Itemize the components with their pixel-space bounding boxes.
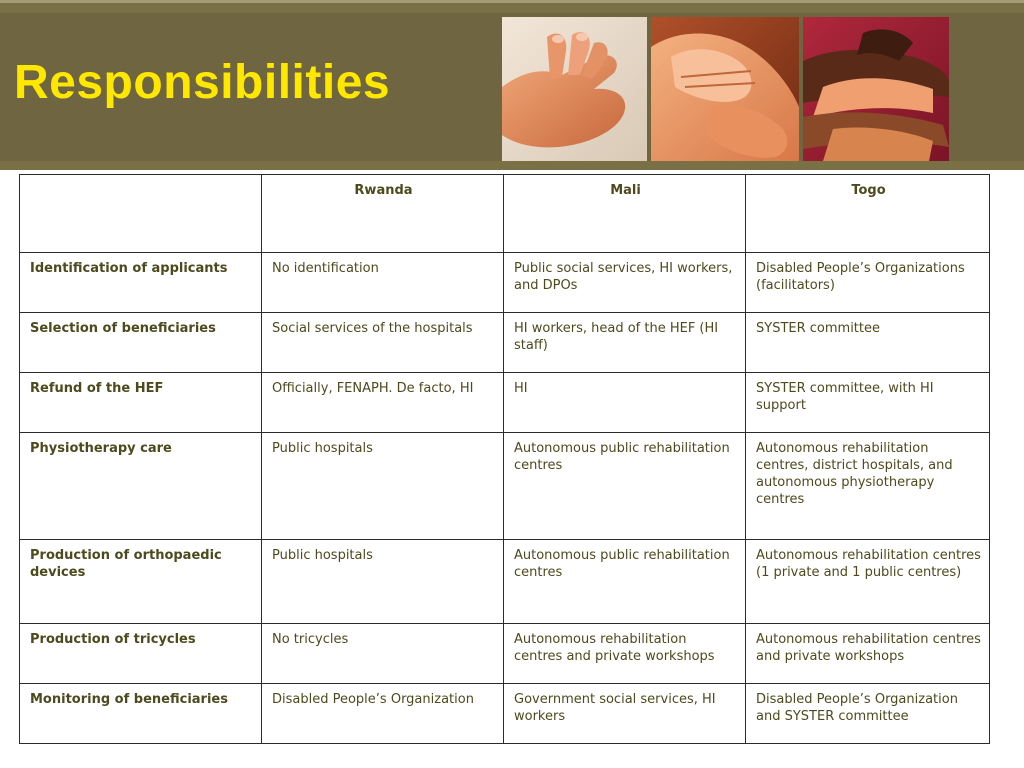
table-cell: Autonomous rehabilitation centres and private workshops	[746, 624, 990, 684]
table-cell: Public social services, HI workers, and DPOs	[504, 253, 746, 313]
table-cell: Autonomous public rehabilitation centres	[504, 433, 746, 540]
row-label: Production of tricycles	[20, 624, 262, 684]
responsibilities-table-container	[19, 174, 989, 744]
clasped-hands-photo	[651, 17, 799, 161]
hand-holding-finger-photo	[502, 17, 647, 161]
table-cell: Disabled People’s Organization and SYSTER committee	[746, 684, 990, 744]
column-header-mali: Mali	[504, 175, 746, 253]
table-cell: SYSTER committee	[746, 313, 990, 373]
table-cell: Government social services, HI workers	[504, 684, 746, 744]
table-cell: HI	[504, 373, 746, 433]
slide-title: Responsibilities	[14, 56, 391, 109]
row-label: Refund of the HEF	[20, 373, 262, 433]
photo-strip	[502, 17, 949, 161]
row-label: Production of orthopaedic devices	[20, 540, 262, 624]
table-cell: Officially, FENAPH. De facto, HI	[262, 373, 504, 433]
table-cell: Disabled People’s Organization	[262, 684, 504, 744]
table-cell: Social services of the hospitals	[262, 313, 504, 373]
column-header-togo: Togo	[746, 175, 990, 253]
table-row	[20, 373, 990, 433]
row-label: Physiotherapy care	[20, 433, 262, 540]
header-banner	[0, 0, 1024, 170]
column-header-blank	[20, 175, 262, 253]
table-header-row	[20, 175, 990, 253]
table-row	[20, 540, 990, 624]
table-cell: Public hospitals	[262, 433, 504, 540]
table-cell: No identification	[262, 253, 504, 313]
table-cell: No tricycles	[262, 624, 504, 684]
table-cell: Disabled People’s Organizations (facilitators)	[746, 253, 990, 313]
table-row	[20, 313, 990, 373]
table-cell: Autonomous public rehabilitation centres	[504, 540, 746, 624]
table-cell: Autonomous rehabilitation centres (1 private and 1 public centres)	[746, 540, 990, 624]
table-cell: Autonomous rehabilitation centres, district hospitals, and autonomous physiotherapy centres	[746, 433, 990, 540]
table-cell: Autonomous rehabilitation centres and private workshops	[504, 624, 746, 684]
table-cell: SYSTER committee, with HI support	[746, 373, 990, 433]
column-header-rwanda: Rwanda	[262, 175, 504, 253]
row-label: Monitoring of beneficiaries	[20, 684, 262, 744]
table-row	[20, 253, 990, 313]
table-row	[20, 684, 990, 744]
table-row	[20, 433, 990, 540]
stacked-hands-photo	[803, 17, 949, 161]
table-row	[20, 624, 990, 684]
responsibilities-table	[19, 174, 990, 744]
table-cell: Public hospitals	[262, 540, 504, 624]
row-label: Identification of applicants	[20, 253, 262, 313]
table-cell: HI workers, head of the HEF (HI staff)	[504, 313, 746, 373]
row-label: Selection of beneficiaries	[20, 313, 262, 373]
